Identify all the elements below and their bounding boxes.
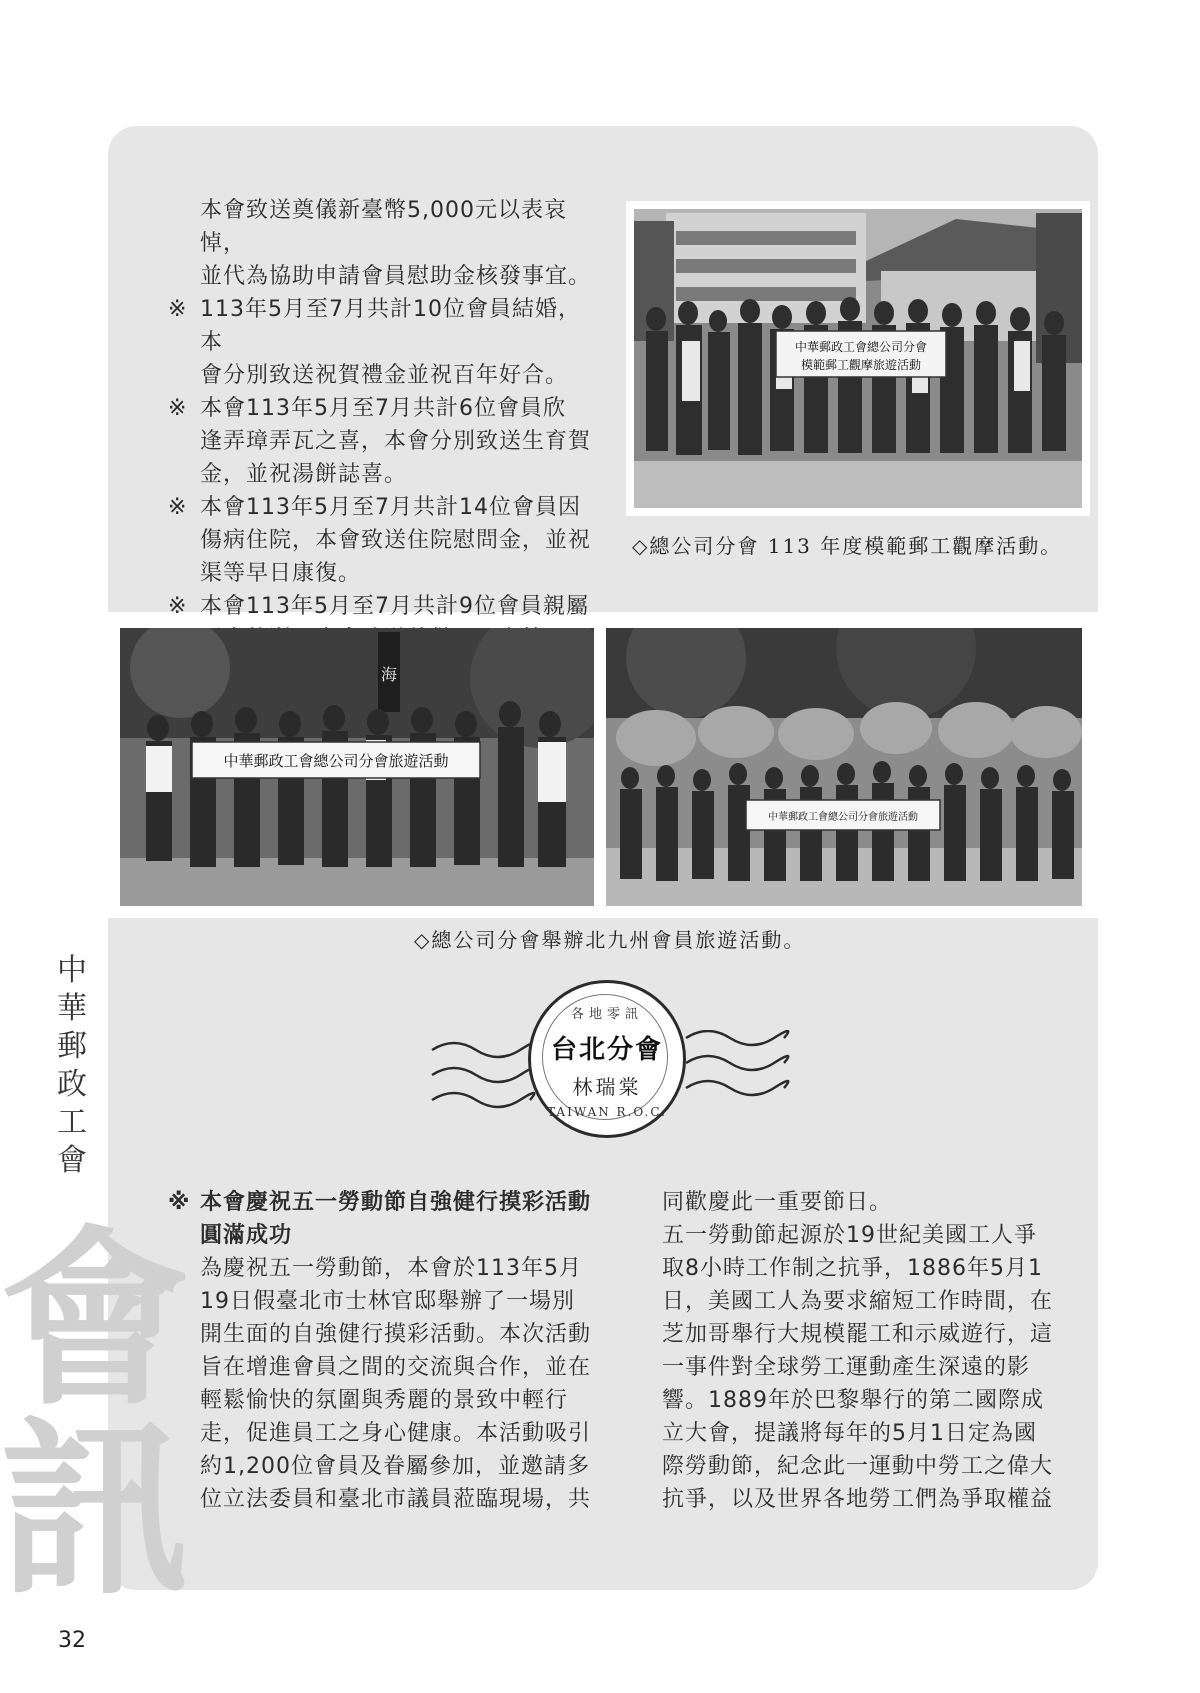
text-line: 19日假臺北市士林官邸舉辦了一場別 bbox=[200, 1289, 575, 1314]
side-title-char: 工 bbox=[57, 1105, 87, 1140]
caption-model-workers: ◇總公司分會 113 年度模範郵工觀摩活動。 bbox=[632, 534, 1063, 558]
text-line: 際勞動節，紀念此一運動中勞工之偉大 bbox=[662, 1454, 1054, 1479]
text-line: 本會113年5月至7月共計6位會員欣 bbox=[200, 396, 566, 421]
photo-kyushu-tour-right bbox=[606, 628, 1082, 906]
bullet-item-marriage bbox=[168, 293, 598, 392]
text-line: 同歡慶此一重要節日。 bbox=[662, 1190, 893, 1215]
text-line: 旨在增進會員之間的交流與合作，並在 bbox=[200, 1355, 592, 1380]
banner-line-1: 中華郵政工會總公司分會 bbox=[794, 340, 928, 354]
article-right-column bbox=[662, 1186, 1062, 1516]
stamp-branch-name: 台北分會 bbox=[550, 1035, 663, 1065]
text-line: 113年5月至7月共計10位會員結婚，本 bbox=[200, 297, 581, 355]
text-line: 開生面的自強健行摸彩活動。本次活動 bbox=[200, 1322, 592, 1347]
side-title-char: 政 bbox=[57, 1067, 87, 1102]
text-line: 金，並祝湯餅誌喜。 bbox=[200, 462, 408, 487]
text-line: 取8小時工作制之抗爭，1886年5月1 bbox=[662, 1256, 1043, 1281]
side-title-char: 會 bbox=[57, 1143, 87, 1178]
text-line: 傷病住院，本會致送住院慰問金，並祝 bbox=[200, 528, 592, 553]
text-line: 逢弄璋弄瓦之喜，本會分別致送生育賀 bbox=[200, 429, 592, 454]
article-left-column bbox=[168, 1186, 598, 1516]
text-line: 抗爭，以及世界各地勞工們為爭取權益 bbox=[662, 1487, 1054, 1512]
banner-text-left: 中華郵政工會總公司分會旅遊活動 bbox=[223, 752, 449, 770]
banner-text-right: 中華郵政工會總公司分會旅遊活動 bbox=[768, 812, 918, 823]
paragraph-continuation bbox=[168, 194, 598, 293]
side-title-char: 郵 bbox=[57, 1029, 87, 1064]
photo-kyushu-right-image bbox=[606, 628, 1082, 906]
side-title-vertical bbox=[52, 952, 92, 1180]
photo-model-workers-tour bbox=[626, 201, 1090, 516]
side-title-char: 中 bbox=[57, 953, 87, 988]
text-line: 五一勞動節起源於19世紀美國工人爭 bbox=[662, 1223, 1037, 1248]
photo-kyushu-tour-left bbox=[120, 628, 594, 906]
text-line: 渠等早日康復。 bbox=[200, 561, 362, 586]
text-line: 會分別致送祝賀禮金並祝百年好合。 bbox=[200, 363, 569, 388]
watermark-char-2: 訊 bbox=[0, 1398, 191, 1621]
bullet-mark: ※ bbox=[168, 297, 188, 322]
text-line: 位立法委員和臺北市議員蒞臨現場，共 bbox=[200, 1487, 592, 1512]
stamp-author-name: 林瑞棠 bbox=[572, 1075, 642, 1099]
page-number: 32 bbox=[58, 1628, 86, 1653]
text-line: 本會113年5月至7月共計14位會員因 bbox=[200, 495, 581, 520]
shrine-sign-text: 海 bbox=[380, 665, 398, 684]
photo-model-workers-image bbox=[626, 201, 1090, 516]
stamp-bottom-text: TAIWAN R.O.C. bbox=[547, 1105, 667, 1119]
stamp-top-text: 各地零訊 bbox=[570, 1007, 643, 1022]
text-line: 並代為協助申請會員慰助金核發事宜。 bbox=[200, 264, 592, 289]
text-line: 立大會，提議將每年的5月1日定為國 bbox=[662, 1421, 1037, 1446]
caption-kyushu-tour: ◇總公司分會舉辦北九州會員旅遊活動。 bbox=[414, 928, 806, 952]
text-line: 約1,200位會員及眷屬參加，並邀請多 bbox=[200, 1454, 590, 1479]
side-title-char: 華 bbox=[57, 991, 87, 1026]
bullet-item-hospital bbox=[168, 491, 598, 590]
text-line: 芝加哥舉行大規模罷工和示威遊行，這 bbox=[662, 1322, 1054, 1347]
text-line: 一事件對全球勞工運動產生深遠的影 bbox=[662, 1355, 1031, 1380]
article-body-left bbox=[168, 1252, 598, 1516]
bullet-mark: ※ bbox=[168, 495, 188, 520]
heading-line: 圓滿成功 bbox=[200, 1223, 293, 1248]
banner-line-2: 模範郵工觀摩旅遊活動 bbox=[800, 358, 922, 372]
watermark-char-1: 會 bbox=[0, 1208, 191, 1431]
text-line: 響。1889年於巴黎舉行的第二國際成 bbox=[662, 1388, 1044, 1413]
bullet-mark: ※ bbox=[168, 594, 188, 619]
top-text-column bbox=[168, 194, 598, 656]
bullet-mark: ※ bbox=[168, 1190, 191, 1215]
bullet-mark: ※ bbox=[168, 396, 188, 421]
photo-kyushu-left-image bbox=[120, 628, 594, 906]
text-line: 輕鬆愉快的氛圍與秀麗的景致中輕行 bbox=[200, 1388, 569, 1413]
bullet-item-birth bbox=[168, 392, 598, 491]
heading-line: 本會慶祝五一勞動節自強健行摸彩活動 bbox=[200, 1190, 592, 1215]
text-line: 本會致送奠儀新臺幣5,000元以表哀悼， bbox=[200, 198, 567, 256]
text-line: 本會113年5月至7月共計9位會員親屬 bbox=[200, 594, 589, 619]
article-heading bbox=[168, 1186, 598, 1252]
text-line: 走，促進員工之身心健康。本活動吸引 bbox=[200, 1421, 592, 1446]
text-line: 為慶祝五一勞動節，本會於113年5月 bbox=[200, 1256, 582, 1281]
text-line: 日，美國工人為要求縮短工作時間，在 bbox=[662, 1289, 1054, 1314]
postmark-stamp bbox=[528, 980, 686, 1138]
